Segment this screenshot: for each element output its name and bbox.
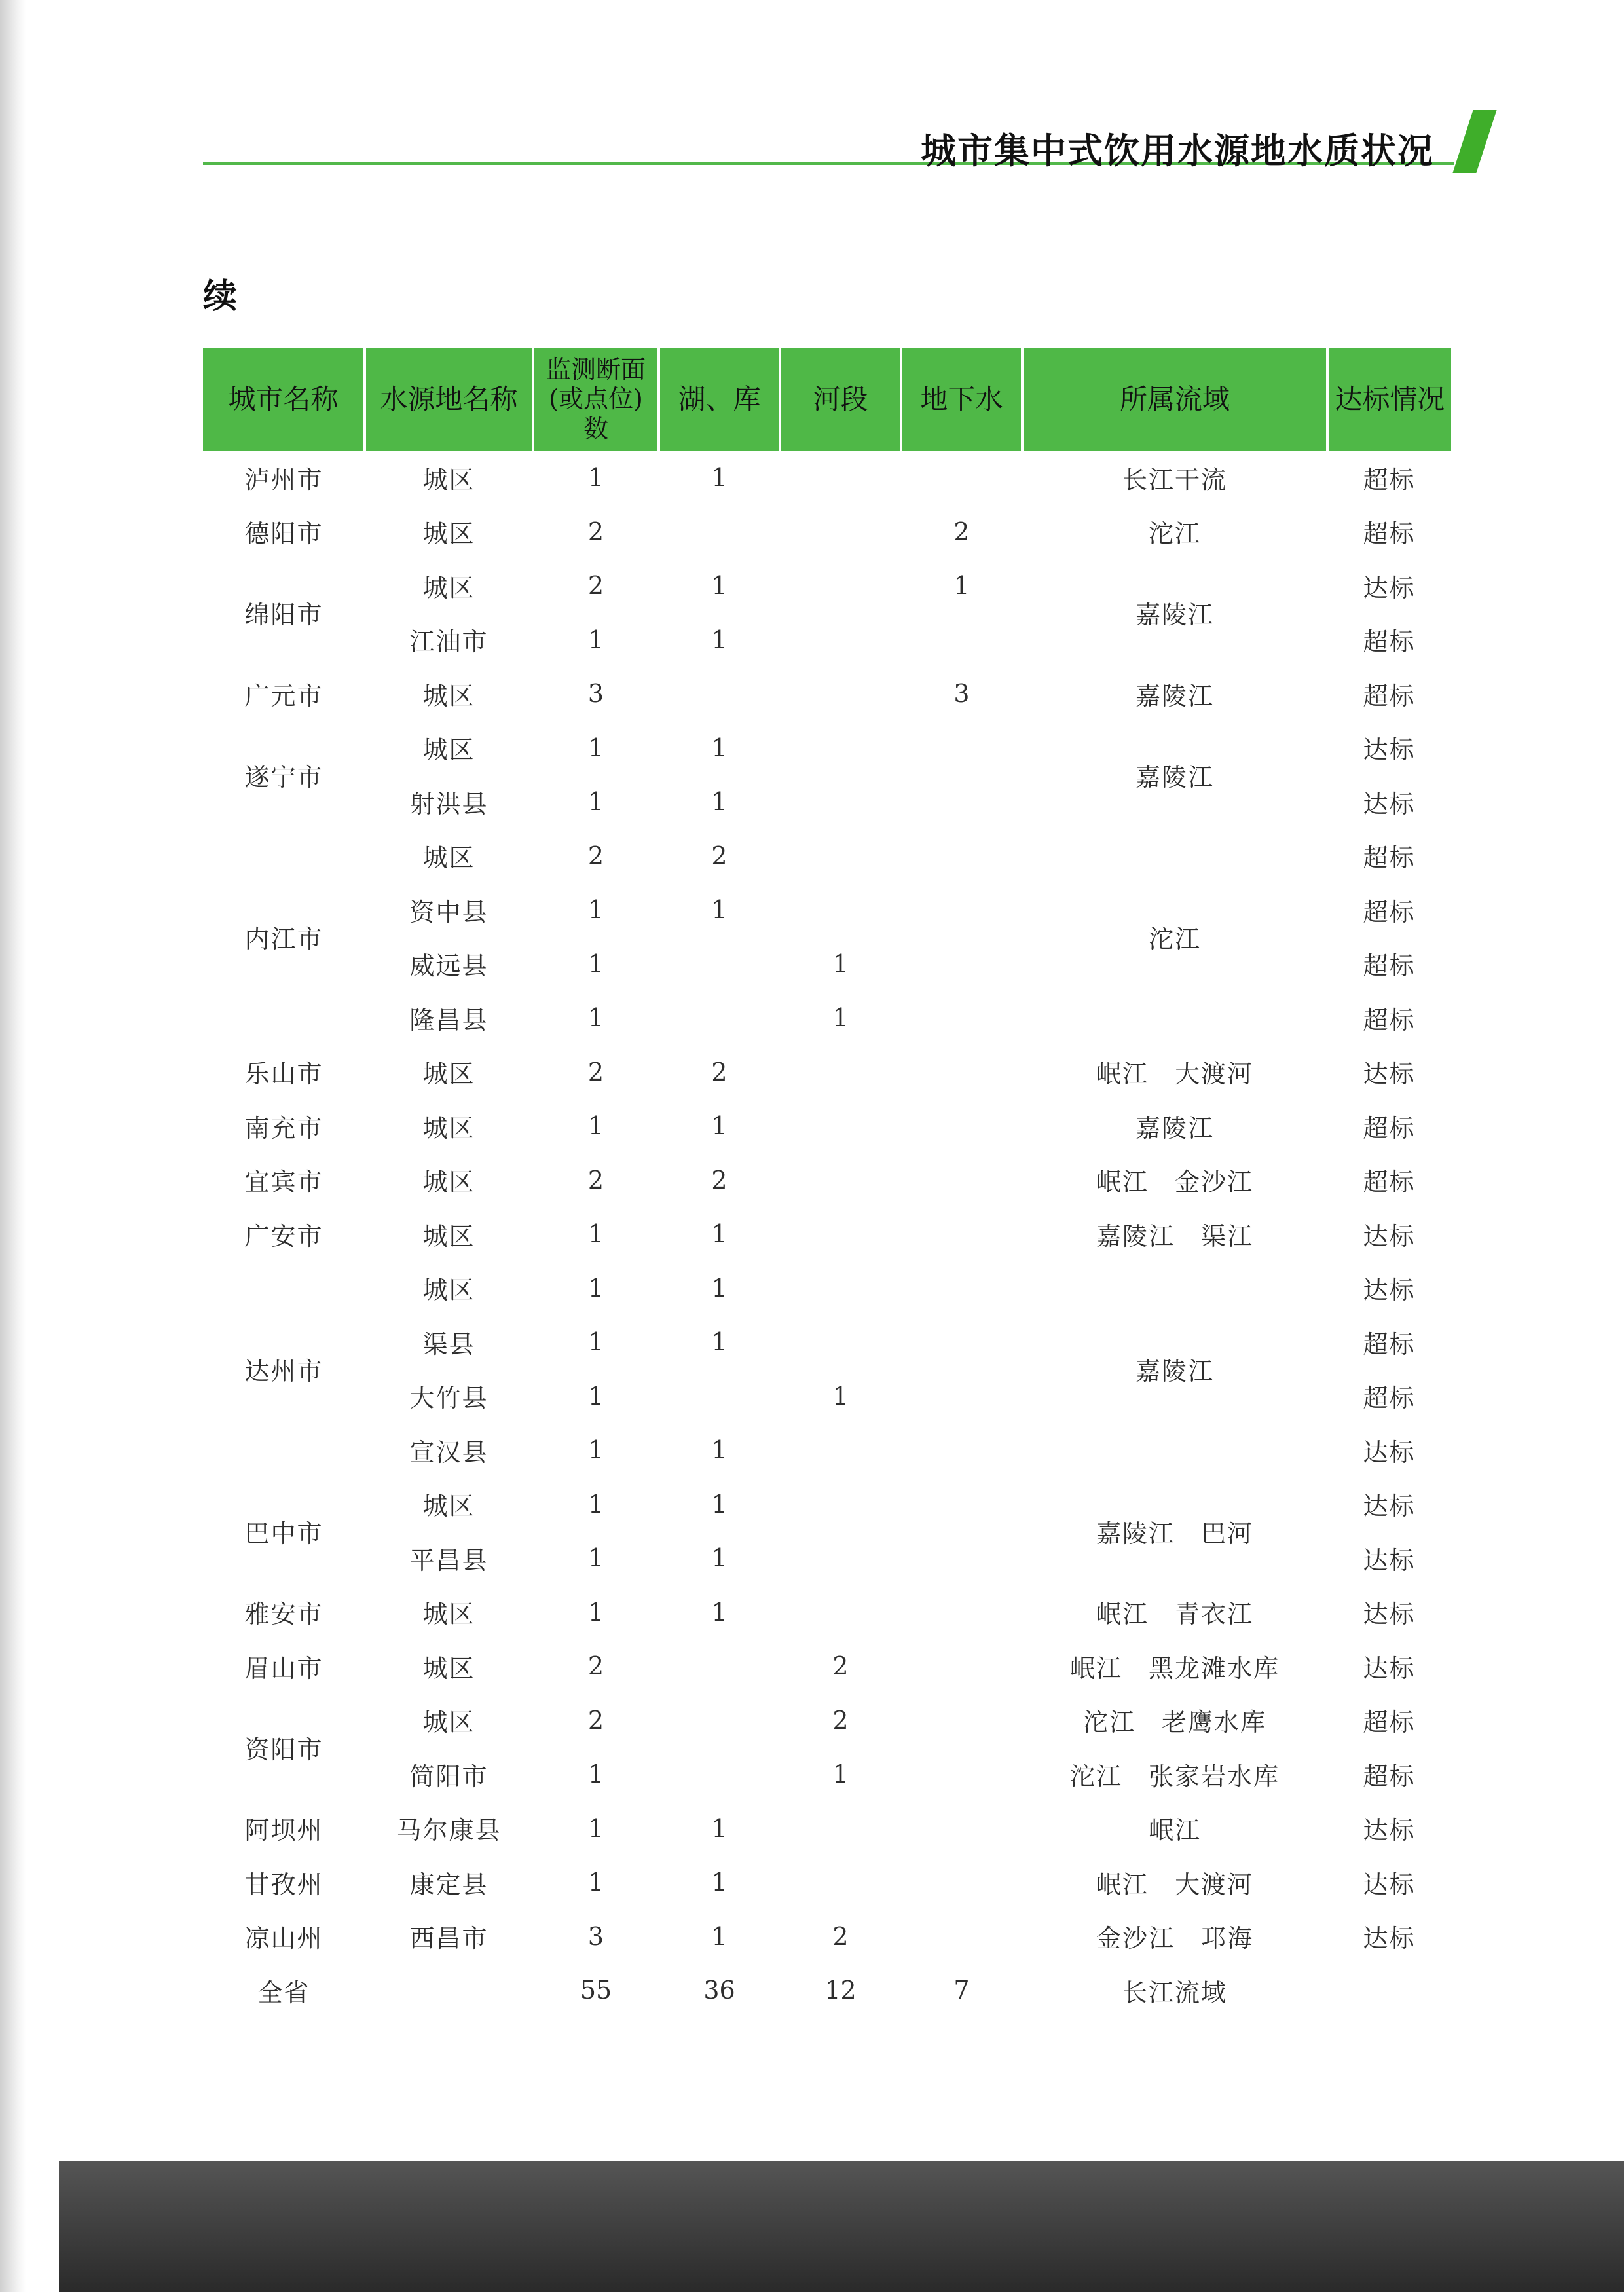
monitoring-count-cell: 1 bbox=[587, 895, 604, 925]
source-name-cell: 城区 bbox=[422, 465, 475, 494]
groundwater-cell bbox=[901, 1423, 1022, 1477]
source-name-cell: 城区 bbox=[422, 1113, 475, 1143]
basin-cell: 嘉陵江 bbox=[1135, 601, 1214, 629]
basin-cell: 沱江 老鹰水库 bbox=[1082, 1708, 1266, 1737]
compliance-cell: 超标 bbox=[1363, 1708, 1416, 1737]
lake-reservoir-cell: 1 bbox=[711, 1273, 728, 1303]
basin-cell: 沱江 bbox=[1148, 519, 1201, 549]
lake-reservoir-cell bbox=[659, 1369, 780, 1424]
compliance-cell: 达标 bbox=[1363, 573, 1416, 602]
table-row bbox=[203, 1045, 1451, 1100]
monitoring-count-cell: 3 bbox=[587, 1921, 604, 1951]
monitoring-count-cell: 2 bbox=[587, 1705, 604, 1735]
header-accent-slash bbox=[1452, 110, 1496, 173]
monitoring-count-cell: 2 bbox=[587, 1165, 604, 1194]
monitoring-count-cell: 1 bbox=[587, 1003, 604, 1033]
monitoring-count-cell: 1 bbox=[587, 1327, 604, 1357]
table-row bbox=[203, 1747, 1451, 1802]
river-section-cell: 2 bbox=[832, 1652, 849, 1681]
groundwater-cell bbox=[901, 1477, 1022, 1532]
table-row bbox=[203, 505, 1451, 559]
source-name-cell: 城区 bbox=[422, 1221, 475, 1251]
col-header-city: 城市名称 bbox=[203, 348, 365, 451]
table-row bbox=[203, 1802, 1451, 1856]
compliance-cell: 超标 bbox=[1363, 1384, 1416, 1413]
monitoring-count-cell: 2 bbox=[587, 1652, 604, 1681]
total-status-cell bbox=[1327, 1963, 1451, 2018]
lake-reservoir-cell: 1 bbox=[711, 787, 728, 817]
groundwater-cell bbox=[901, 1639, 1022, 1693]
lake-reservoir-cell: 1 bbox=[711, 733, 728, 762]
binding-shadow bbox=[0, 0, 26, 2292]
source-name-cell: 西昌市 bbox=[409, 1924, 489, 1953]
source-name-cell: 江油市 bbox=[409, 627, 489, 657]
lake-reservoir-cell bbox=[659, 505, 780, 559]
monitoring-count-cell: 1 bbox=[587, 733, 604, 762]
river-section-cell: 2 bbox=[832, 1705, 849, 1735]
table-row bbox=[203, 451, 1451, 505]
source-name-cell: 平昌县 bbox=[409, 1545, 489, 1575]
table-row bbox=[203, 1693, 1451, 1748]
compliance-cell: 达标 bbox=[1363, 1924, 1416, 1953]
lake-reservoir-cell: 1 bbox=[711, 1868, 728, 1897]
compliance-cell: 超标 bbox=[1363, 1005, 1416, 1035]
compliance-cell: 超标 bbox=[1363, 952, 1416, 981]
source-name-cell: 城区 bbox=[422, 843, 475, 873]
basin-cell: 岷江 黑龙滩水库 bbox=[1069, 1654, 1280, 1683]
total-basin-cell: 长江流域 bbox=[1122, 1978, 1227, 2007]
compliance-cell: 超标 bbox=[1363, 1168, 1416, 1197]
river-section-cell bbox=[780, 1099, 901, 1153]
river-section-cell bbox=[780, 775, 901, 829]
basin-cell: 岷江 青衣江 bbox=[1096, 1600, 1253, 1629]
source-name-cell: 隆昌县 bbox=[409, 1005, 489, 1035]
monitoring-count-cell: 1 bbox=[587, 463, 604, 492]
river-section-cell: 1 bbox=[832, 1003, 849, 1033]
compliance-cell: 达标 bbox=[1363, 1545, 1416, 1575]
compliance-cell: 超标 bbox=[1363, 465, 1416, 494]
monitoring-count-cell: 2 bbox=[587, 841, 604, 870]
river-section-cell: 2 bbox=[832, 1921, 849, 1951]
groundwater-cell bbox=[901, 1153, 1022, 1208]
city-name-cell: 遂宁市 bbox=[244, 762, 323, 792]
groundwater-cell bbox=[901, 1693, 1022, 1748]
compliance-cell: 超标 bbox=[1363, 1113, 1416, 1143]
compliance-cell: 超标 bbox=[1363, 627, 1416, 657]
lake-reservoir-cell: 2 bbox=[711, 1165, 728, 1194]
source-name-cell: 城区 bbox=[422, 1060, 475, 1089]
groundwater-cell bbox=[901, 991, 1022, 1045]
monitoring-count-cell: 1 bbox=[587, 1435, 604, 1465]
lake-reservoir-cell: 1 bbox=[711, 1219, 728, 1249]
table-row bbox=[203, 1855, 1451, 1910]
river-section-cell bbox=[780, 1477, 901, 1532]
continued-label: 续 bbox=[203, 277, 238, 316]
lake-reservoir-cell: 1 bbox=[711, 895, 728, 925]
col-header-source: 水源地名称 bbox=[365, 348, 533, 451]
table-header-row bbox=[203, 348, 1451, 451]
compliance-cell: 达标 bbox=[1363, 1870, 1416, 1899]
source-name-cell: 威远县 bbox=[409, 952, 489, 981]
lake-reservoir-cell bbox=[659, 991, 780, 1045]
basin-cell: 岷江 大渡河 bbox=[1096, 1060, 1253, 1089]
table-row bbox=[203, 1099, 1451, 1153]
col-header-river-section: 河段 bbox=[780, 348, 901, 451]
groundwater-cell bbox=[901, 451, 1022, 505]
monitoring-count-cell: 1 bbox=[587, 625, 604, 654]
compliance-cell: 超标 bbox=[1363, 519, 1416, 549]
river-section-cell bbox=[780, 1855, 901, 1910]
groundwater-cell bbox=[901, 1315, 1022, 1369]
river-section-cell bbox=[780, 559, 901, 613]
city-name-cell: 乐山市 bbox=[244, 1060, 323, 1089]
monitoring-count-cell: 2 bbox=[587, 1057, 604, 1086]
groundwater-cell bbox=[901, 1369, 1022, 1424]
river-section-cell bbox=[780, 1531, 901, 1585]
groundwater-cell bbox=[901, 1045, 1022, 1100]
water-quality-table-container bbox=[203, 348, 1451, 2018]
groundwater-cell bbox=[901, 1207, 1022, 1261]
total-lake-cell: 36 bbox=[703, 1976, 735, 2005]
compliance-cell: 达标 bbox=[1363, 1276, 1416, 1305]
source-name-cell: 城区 bbox=[422, 519, 475, 549]
lake-reservoir-cell: 1 bbox=[711, 1435, 728, 1465]
city-name-cell: 绵阳市 bbox=[244, 601, 323, 629]
lake-reservoir-cell: 1 bbox=[711, 1327, 728, 1357]
groundwater-cell bbox=[901, 1802, 1022, 1856]
source-name-cell: 城区 bbox=[422, 1492, 475, 1521]
total-label-cell: 全省 bbox=[257, 1978, 310, 2007]
river-section-cell bbox=[780, 451, 901, 505]
groundwater-cell bbox=[901, 721, 1022, 775]
basin-cell: 嘉陵江 bbox=[1135, 1357, 1214, 1386]
compliance-cell: 超标 bbox=[1363, 897, 1416, 927]
lake-reservoir-cell: 2 bbox=[711, 1057, 728, 1086]
basin-cell: 嘉陵江 bbox=[1135, 681, 1214, 711]
source-name-cell: 城区 bbox=[422, 1168, 475, 1197]
lake-reservoir-cell bbox=[659, 1639, 780, 1693]
basin-cell: 嘉陵江 巴河 bbox=[1096, 1519, 1253, 1548]
basin-cell: 金沙江 邛海 bbox=[1096, 1924, 1253, 1953]
table-row bbox=[203, 1910, 1451, 1964]
monitoring-count-cell: 1 bbox=[587, 1868, 604, 1897]
basin-cell: 岷江 金沙江 bbox=[1096, 1168, 1253, 1197]
city-name-cell: 眉山市 bbox=[244, 1654, 323, 1683]
groundwater-cell: 1 bbox=[953, 571, 970, 601]
table-row bbox=[203, 1153, 1451, 1208]
source-name-cell: 资中县 bbox=[409, 897, 489, 927]
river-section-cell bbox=[780, 1315, 901, 1369]
city-name-cell: 资阳市 bbox=[244, 1735, 323, 1764]
col-header-compliance: 达标情况 bbox=[1327, 348, 1451, 451]
river-section-cell: 1 bbox=[832, 1760, 849, 1789]
table-row bbox=[203, 667, 1451, 721]
compliance-cell: 达标 bbox=[1363, 1600, 1416, 1629]
monitoring-count-cell: 3 bbox=[587, 679, 604, 709]
river-section-cell bbox=[780, 505, 901, 559]
monitoring-count-cell: 1 bbox=[587, 949, 604, 978]
monitoring-count-cell: 1 bbox=[587, 1111, 604, 1141]
table-row bbox=[203, 1477, 1451, 1532]
city-name-cell: 甘孜州 bbox=[244, 1870, 323, 1899]
city-name-cell: 达州市 bbox=[244, 1357, 323, 1386]
river-section-cell bbox=[780, 613, 901, 667]
monitoring-count-cell: 1 bbox=[587, 1543, 604, 1573]
basin-cell: 嘉陵江 bbox=[1135, 762, 1214, 792]
col-header-lake-reservoir: 湖、库 bbox=[659, 348, 780, 451]
river-section-cell: 1 bbox=[832, 1381, 849, 1411]
river-section-cell: 1 bbox=[832, 949, 849, 978]
source-name-cell: 大竹县 bbox=[409, 1384, 489, 1413]
compliance-cell: 达标 bbox=[1363, 1060, 1416, 1089]
table-row bbox=[203, 1639, 1451, 1693]
river-section-cell bbox=[780, 721, 901, 775]
table-row bbox=[203, 1207, 1451, 1261]
lake-reservoir-cell: 1 bbox=[711, 625, 728, 654]
groundwater-cell bbox=[901, 1531, 1022, 1585]
source-name-cell: 马尔康县 bbox=[396, 1816, 502, 1845]
basin-cell: 长江干流 bbox=[1122, 465, 1227, 494]
basin-cell: 岷江 bbox=[1148, 1816, 1201, 1845]
river-section-cell bbox=[780, 667, 901, 721]
source-name-cell: 宣汉县 bbox=[409, 1437, 489, 1467]
basin-cell: 嘉陵江 渠江 bbox=[1096, 1221, 1253, 1251]
city-name-cell: 广元市 bbox=[244, 681, 323, 711]
compliance-cell: 超标 bbox=[1363, 843, 1416, 873]
compliance-cell: 达标 bbox=[1363, 1816, 1416, 1845]
compliance-cell: 超标 bbox=[1363, 1329, 1416, 1359]
table-row bbox=[203, 829, 1451, 883]
col-header-monitoring-count: 监测断面(或点位)数 bbox=[533, 348, 659, 451]
lake-reservoir-cell bbox=[659, 937, 780, 991]
source-name-cell: 城区 bbox=[422, 573, 475, 602]
compliance-cell: 达标 bbox=[1363, 789, 1416, 819]
groundwater-cell bbox=[901, 937, 1022, 991]
table-row bbox=[203, 1261, 1451, 1316]
city-name-cell: 泸州市 bbox=[244, 465, 323, 494]
total-ground-cell: 7 bbox=[953, 1976, 970, 2005]
compliance-cell: 超标 bbox=[1363, 1762, 1416, 1791]
groundwater-cell bbox=[901, 775, 1022, 829]
basin-cell: 沱江 bbox=[1148, 925, 1201, 953]
header-title: 城市集中式饮用水源地水质状况 bbox=[921, 130, 1434, 172]
compliance-cell: 超标 bbox=[1363, 681, 1416, 711]
monitoring-count-cell: 1 bbox=[587, 1273, 604, 1303]
river-section-cell bbox=[780, 883, 901, 937]
table-row bbox=[203, 559, 1451, 613]
city-name-cell: 南充市 bbox=[244, 1113, 323, 1143]
lake-reservoir-cell: 1 bbox=[711, 1921, 728, 1951]
basin-cell: 沱江 张家岩水库 bbox=[1069, 1762, 1280, 1791]
monitoring-count-cell: 1 bbox=[587, 1760, 604, 1789]
monitoring-count-cell: 1 bbox=[587, 1813, 604, 1843]
source-name-cell: 射洪县 bbox=[409, 789, 489, 819]
monitoring-count-cell: 1 bbox=[587, 787, 604, 817]
table-row bbox=[203, 1585, 1451, 1640]
groundwater-cell bbox=[901, 1585, 1022, 1640]
river-section-cell bbox=[780, 829, 901, 883]
col-header-groundwater: 地下水 bbox=[901, 348, 1022, 451]
city-name-cell: 巴中市 bbox=[244, 1519, 323, 1548]
compliance-cell: 达标 bbox=[1363, 1437, 1416, 1467]
groundwater-cell bbox=[901, 1855, 1022, 1910]
monitoring-count-cell: 1 bbox=[587, 1381, 604, 1411]
city-name-cell: 德阳市 bbox=[244, 519, 323, 549]
lake-reservoir-cell: 1 bbox=[711, 1543, 728, 1573]
source-name-cell: 城区 bbox=[422, 681, 475, 711]
compliance-cell: 达标 bbox=[1363, 1221, 1416, 1251]
source-name-cell: 康定县 bbox=[409, 1870, 489, 1899]
groundwater-cell bbox=[901, 1099, 1022, 1153]
col-header-basin: 所属流域 bbox=[1022, 348, 1327, 451]
monitoring-count-cell: 2 bbox=[587, 517, 604, 546]
lake-reservoir-cell bbox=[659, 1693, 780, 1748]
lake-reservoir-cell: 2 bbox=[711, 841, 728, 870]
total-source-cell bbox=[365, 1963, 533, 2018]
city-name-cell: 宜宾市 bbox=[244, 1168, 323, 1197]
groundwater-cell: 2 bbox=[953, 517, 970, 546]
lake-reservoir-cell: 1 bbox=[711, 463, 728, 492]
monitoring-count-cell: 1 bbox=[587, 1597, 604, 1627]
basin-cell: 岷江 大渡河 bbox=[1096, 1870, 1253, 1899]
monitoring-count-cell: 2 bbox=[587, 571, 604, 601]
city-name-cell: 凉山州 bbox=[244, 1924, 323, 1953]
groundwater-cell bbox=[901, 829, 1022, 883]
compliance-cell: 达标 bbox=[1363, 1654, 1416, 1683]
scan-bottom-band bbox=[59, 2161, 1624, 2292]
table-row bbox=[203, 721, 1451, 775]
river-section-cell bbox=[780, 1045, 901, 1100]
page-header bbox=[203, 105, 1486, 183]
source-name-cell: 城区 bbox=[422, 1654, 475, 1683]
lake-reservoir-cell bbox=[659, 667, 780, 721]
city-name-cell: 阿坝州 bbox=[244, 1816, 323, 1845]
groundwater-cell bbox=[901, 1747, 1022, 1802]
source-name-cell: 渠县 bbox=[422, 1329, 475, 1359]
groundwater-cell bbox=[901, 1261, 1022, 1316]
source-name-cell: 简阳市 bbox=[409, 1762, 489, 1791]
city-name-cell: 广安市 bbox=[244, 1221, 323, 1251]
source-name-cell: 城区 bbox=[422, 1708, 475, 1737]
compliance-cell: 达标 bbox=[1363, 735, 1416, 765]
total-river-cell: 12 bbox=[824, 1976, 857, 2005]
source-name-cell: 城区 bbox=[422, 735, 475, 765]
water-quality-table bbox=[203, 348, 1451, 2018]
compliance-cell: 达标 bbox=[1363, 1492, 1416, 1521]
source-name-cell: 城区 bbox=[422, 1600, 475, 1629]
city-name-cell: 雅安市 bbox=[244, 1600, 323, 1629]
groundwater-cell bbox=[901, 1910, 1022, 1964]
city-name-cell: 内江市 bbox=[244, 925, 323, 953]
groundwater-cell bbox=[901, 613, 1022, 667]
lake-reservoir-cell: 1 bbox=[711, 571, 728, 601]
groundwater-cell bbox=[901, 883, 1022, 937]
table-body bbox=[203, 451, 1451, 2018]
lake-reservoir-cell: 1 bbox=[711, 1489, 728, 1519]
river-section-cell bbox=[780, 1423, 901, 1477]
river-section-cell bbox=[780, 1153, 901, 1208]
total-count-cell: 55 bbox=[580, 1976, 612, 2005]
monitoring-count-cell: 1 bbox=[587, 1489, 604, 1519]
lake-reservoir-cell: 1 bbox=[711, 1813, 728, 1843]
basin-cell: 嘉陵江 bbox=[1135, 1113, 1214, 1143]
river-section-cell bbox=[780, 1261, 901, 1316]
river-section-cell bbox=[780, 1802, 901, 1856]
lake-reservoir-cell: 1 bbox=[711, 1111, 728, 1141]
river-section-cell bbox=[780, 1585, 901, 1640]
table-total-row bbox=[203, 1963, 1451, 2018]
lake-reservoir-cell: 1 bbox=[711, 1597, 728, 1627]
river-section-cell bbox=[780, 1207, 901, 1261]
groundwater-cell: 3 bbox=[953, 679, 970, 709]
lake-reservoir-cell bbox=[659, 1747, 780, 1802]
monitoring-count-cell: 1 bbox=[587, 1219, 604, 1249]
source-name-cell: 城区 bbox=[422, 1276, 475, 1305]
